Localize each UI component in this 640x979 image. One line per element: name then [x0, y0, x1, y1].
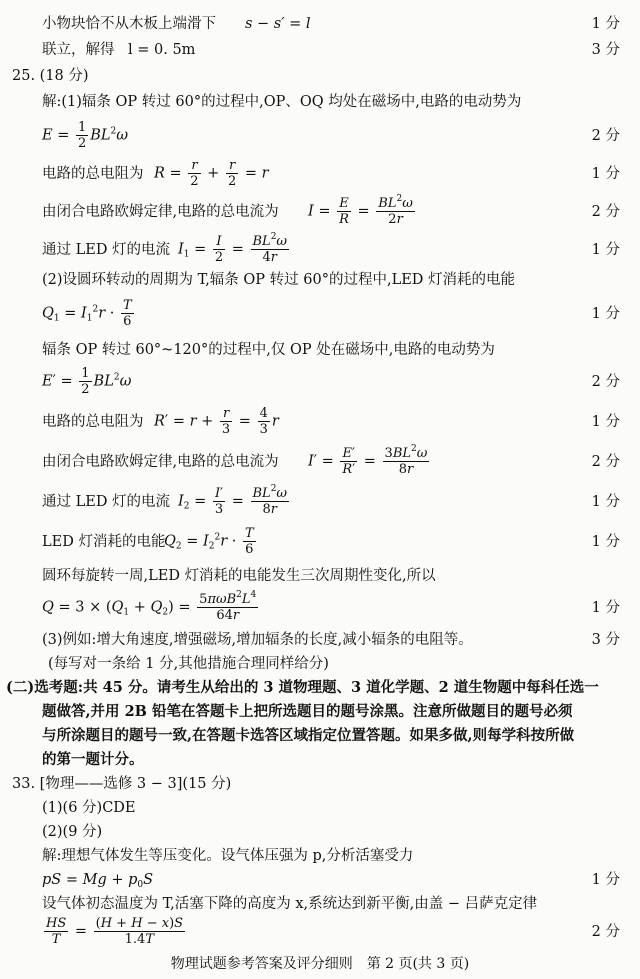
score: 1 分 [591, 414, 620, 430]
score: 1 分 [591, 600, 620, 616]
answer-line [0, 566, 640, 590]
equation: $Q = 3 \times (Q_1 + Q_2)$ = $\frac{5\pi\omega B^2L^4}{64r}$ [42, 590, 257, 623]
answer-line [0, 524, 640, 560]
answer-text: 联立，解得 [42, 42, 115, 58]
equation: $I_1$ = $\frac{I}{2}$ = $\frac{BL^2\omega}{4r}$ [178, 232, 288, 265]
answer-text: (2)设圆环转动的周期为 T,辐条 OP 转过 60°的过程中,LED 灯消耗的电能 [42, 272, 516, 288]
score: 1 分 [591, 494, 620, 510]
answer-line [0, 630, 640, 654]
score: 2 分 [591, 454, 620, 470]
answer-text: 通过 LED 灯的电流 [42, 494, 171, 510]
answer-line [0, 92, 640, 116]
score: 1 分 [591, 166, 620, 182]
question-heading: 25. (18 分) [12, 68, 89, 84]
score: 2 分 [591, 374, 620, 390]
section-heading [0, 726, 640, 750]
question-heading: 33. [物理——选修 3 − 3](15 分) [12, 776, 232, 792]
score: 3 分 [591, 632, 620, 648]
answer-text: 由闭合电路欧姆定律,电路的总电流为 [42, 454, 279, 470]
section-heading [0, 678, 640, 702]
answer-line [0, 846, 640, 870]
answer-text: LED 灯消耗的电能 [42, 534, 166, 550]
answer-line [0, 404, 640, 440]
answer-text: (3)例如:增大角速度,增强磁场,增加辐条的长度,减小辐条的电阻等。 [42, 632, 473, 648]
answer-text: (2)(9 分) [42, 824, 103, 840]
score: 1 分 [591, 16, 620, 32]
equation: R′ = r + $\frac{r}{3}$ = $\frac{4}{3}$ r [154, 406, 279, 437]
score: 3 分 [591, 42, 620, 58]
question-number [0, 66, 640, 90]
answer-text: 小物块恰不从木板上端滑下 [42, 16, 216, 32]
section-heading [0, 750, 640, 774]
answer-text: 设气体初态温度为 T,活塞下降的高度为 x,系统达到新平衡,由盖 − 吕萨克定律 [42, 896, 538, 912]
equation: I = $\frac{E}{R}$ = $\frac{BL^2\omega}{2r}$ [308, 194, 413, 227]
page-footer: 物理试题参考答案及评分细则 第 2 页(共 3 页) [170, 956, 470, 972]
equation-line [0, 364, 640, 400]
answer-line [0, 444, 640, 480]
answer-text: 解:理想气体发生等压变化。设气体压强为 p,分析活塞受力 [42, 848, 414, 864]
answer-line [0, 822, 640, 846]
equation-line [0, 118, 640, 154]
equation: pS = $Mg + p_0S$ [42, 872, 154, 890]
equation-text: s − s′ = l [245, 16, 311, 32]
question-number [0, 774, 640, 798]
section-text: 题做答,并用 2B 铅笔在答题卡上把所选题目的题号涂黑。注意所做题目的题号必须 [42, 703, 573, 720]
answer-line [0, 484, 640, 520]
answer-line [0, 14, 640, 38]
answer-line [0, 194, 640, 230]
score: 2 分 [591, 924, 620, 940]
equation: l = 0. 5m [128, 42, 196, 58]
answer-text: 辐条 OP 转过 60°~120°的过程中,仅 OP 处在磁场中,电路的电动势为 [42, 342, 495, 358]
equation: $I_2$ = $\frac{I'}{3}$ = $\frac{BL^2\omega}{8r}$ [178, 484, 288, 517]
equation: I′ = $\frac{E'}{R'}$ = $\frac{3BL^2\omega}{8r}$ [308, 444, 428, 477]
answer-line [0, 654, 640, 678]
answer-line [0, 270, 640, 294]
equation-line [0, 590, 640, 626]
equation-line [0, 914, 640, 950]
equation: R = $\frac{r}{2}$ + $\frac{r}{2}$ = r [154, 158, 269, 189]
score: 2 分 [591, 204, 620, 220]
equation: $Q_1 = I_1^2r$ · $\frac{T}{6}$ [42, 298, 132, 329]
answer-text: 通过 LED 灯的电流 [42, 242, 171, 258]
score: 2 分 [591, 128, 620, 144]
equation: E′ = $\frac{1}{2}$ $BL^2\omega$ [42, 366, 132, 397]
answer-text: 由闭合电路欧姆定律,电路的总电流为 [42, 204, 279, 220]
answer-text: (1)(6 分)CDE [42, 800, 136, 816]
answer-line [0, 232, 640, 268]
answer-note: (每写对一条给 1 分,其他措施合理同样给分) [48, 656, 329, 672]
answer-line [0, 156, 640, 192]
section-text: (二)选考题:共 45 分。请考生从给出的 3 道物理题、3 道化学题、2 道生物题中每科任选一 [6, 679, 599, 696]
equation-line [0, 870, 640, 894]
answer-text: 电路的总电阻为 [42, 166, 144, 182]
score: 1 分 [591, 306, 620, 322]
equation: E = $\frac{1}{2}$ $BL^2\omega$ [42, 120, 129, 151]
answer-text: 解:(1)辐条 OP 转过 60°的过程中,OP、OQ 均处在磁场中,电路的电动势为 [42, 94, 522, 110]
equation: $\frac{HS}{T}$ = $\frac{(H + H - x)S}{1.4T}$ [46, 916, 184, 947]
answer-line [0, 340, 640, 364]
score: 1 分 [591, 872, 620, 888]
answer-text: 电路的总电阻为 [42, 414, 144, 430]
section-text: 与所涂题目的题号一致,在答题卡选答区域指定位置答题。如果多做,则每学科按所做 [42, 727, 575, 744]
equation [245, 14, 311, 34]
score: 1 分 [591, 242, 620, 258]
answer-line [0, 40, 640, 64]
score: 1 分 [591, 534, 620, 550]
answer-text: 圆环每旋转一周,LED 灯消耗的电能发生三次周期性变化,所以 [42, 568, 436, 584]
equation-line [0, 296, 640, 332]
equation: $Q_2 = I_2^2r$ · $\frac{T}{6}$ [164, 526, 254, 557]
section-text: 的第一题计分。 [42, 751, 144, 768]
section-heading [0, 702, 640, 726]
answer-line [0, 798, 640, 822]
